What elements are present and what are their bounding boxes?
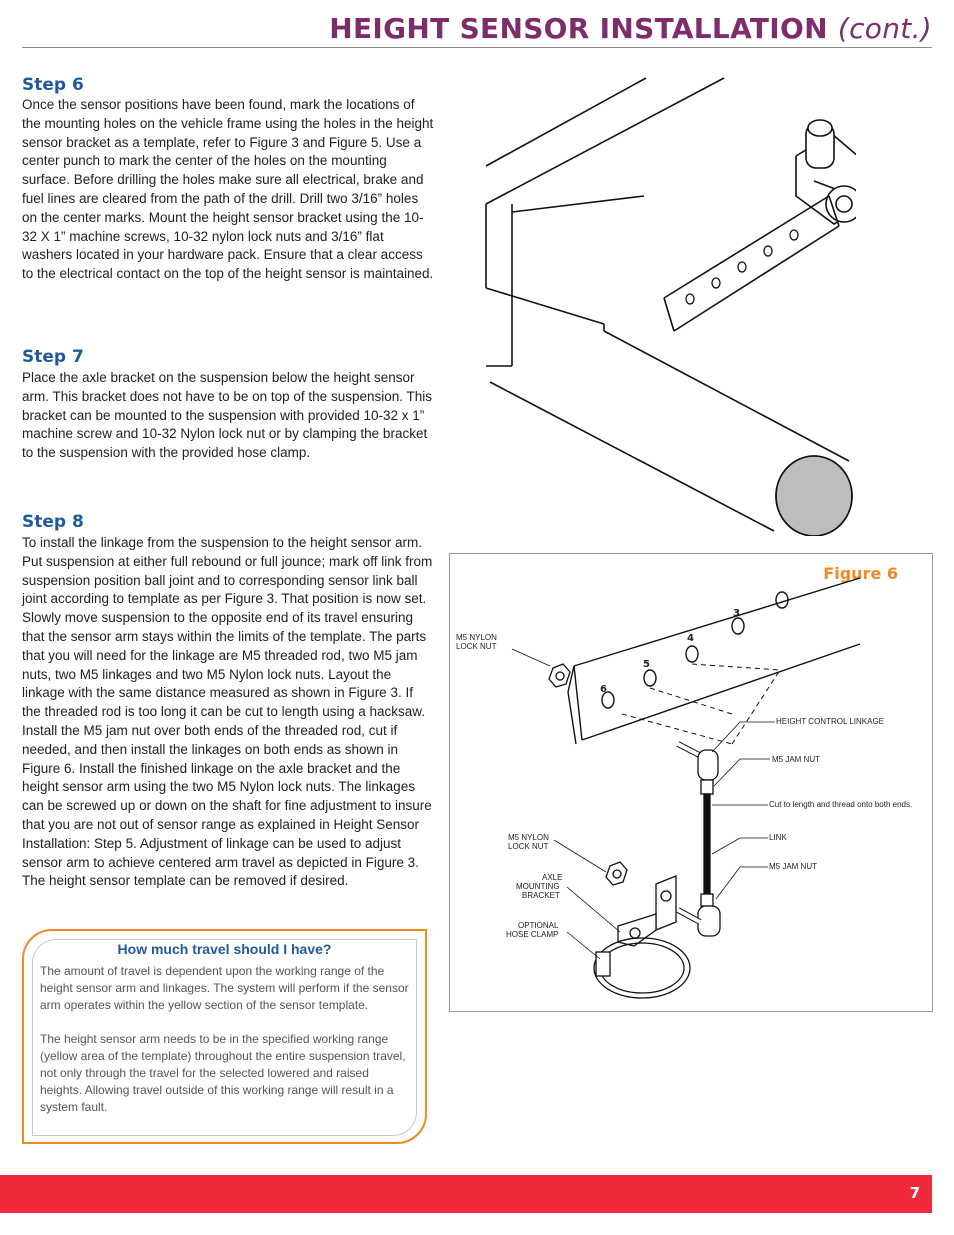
travel-info-callout — [22, 929, 427, 1144]
linkage-assembly-diagram — [450, 554, 934, 1013]
label-nylon-lock-nut-bottom-1: M5 NYLON — [508, 833, 549, 842]
label-axle-bracket-1: AXLE — [542, 873, 563, 882]
hole-number-6: 6 — [600, 684, 607, 695]
page-title — [329, 12, 932, 45]
step-8-text: To install the linkage from the suspension to the height sensor arm. Put suspension at either full rebound or full jounce; mark off link from suspension position ball joint and to corresponding sensor link ball joint according to template as per Figure 3. That position is now set. Slowly move suspension to the opposite end of its travel ensuring that the sensor arm stays within the limits of the template. The parts that you will need for the linkage are M5 threaded rod, two M5 jam nuts, two M5 linkages and two M5 Nylon lock nuts. Layout the linkage with the same distance measured as shown in Figure 3. If the threaded rod is too long it can be cut to length using a hacksaw. Install the M5 jam nut over both ends of the threaded rod, cut if needed, and then install the linkages on both ends as shown in Figure 6. Install the finished linkage on the axle bracket and the height sensor arm using the two M5 Nylon lock nuts. The linkages can be screwed up or down on the shaft for fine adjustment to insure that you are not out of sensor range as explained in Height Sensor Installation: Step 5. Adjustment of linkage can be used to adjust sensor arm to achieve centered arm travel as depicted in Figure 3. The height sensor template can be removed if desired. — [22, 535, 433, 889]
label-nylon-lock-nut-top-1: M5 NYLON — [456, 633, 497, 642]
label-link: LINK — [769, 833, 787, 842]
label-nylon-lock-nut-bottom-2: LOCK NUT — [508, 842, 549, 851]
step-7-heading: Step 7 — [22, 347, 84, 367]
figure-6-label: Figure 6 — [823, 564, 898, 583]
page-number: 7 — [909, 1184, 920, 1202]
step-6-heading: Step 6 — [22, 75, 84, 95]
hole-number-3: 3 — [733, 608, 740, 619]
label-axle-bracket-2: MOUNTING — [516, 882, 560, 891]
footer-bar — [0, 1175, 932, 1213]
page-title-main: HEIGHT SENSOR INSTALLATION — [329, 12, 828, 45]
label-height-control-linkage: HEIGHT CONTROL LINKAGE — [776, 717, 885, 726]
label-jam-nut-top: M5 JAM NUT — [772, 755, 820, 764]
label-cut-note: Cut to length and thread onto both ends. — [769, 800, 913, 809]
hole-number-4: 4 — [687, 633, 694, 644]
label-hose-clamp-2: HOSE CLAMP — [506, 930, 559, 939]
step-7-text: Place the axle bracket on the suspension below the height sensor arm. This bracket does not have to be on top of the suspension. This bracket can be mounted to the suspension with provided 10-32 x 1” machine screw and 10-32 Nylon lock nut or by clamping the bracket to the suspension with the provided hose clamp. — [22, 370, 432, 461]
label-axle-bracket-3: BRACKET — [522, 891, 560, 900]
label-jam-nut-bottom: M5 JAM NUT — [769, 862, 817, 871]
callout-title: How much travel should I have? — [117, 941, 332, 957]
figure-6-panel — [449, 553, 933, 1012]
header-rule — [22, 47, 932, 48]
callout-paragraph-1: The amount of travel is dependent upon the working range of the height sensor arm and linkages. The system will perform if the sensor arm operates within the yellow section of the sensor template. — [40, 964, 409, 1012]
hole-number-5: 5 — [643, 659, 650, 670]
page-title-suffix: (cont.) — [837, 12, 932, 45]
sensor-mounting-illustration — [484, 76, 856, 536]
step-6-text: Once the sensor positions have been found, mark the locations of the mounting holes on the vehicle frame using the holes in the height sensor bracket as a template, refer to Figure 3 and Figure 5. Use a center punch to mark the center of the holes on the mounting surface. Before drilling the holes make sure all electrical, brake and fuel lines are cleared from the path of the drill. Drill two 3/16” holes on the center marks. Mount the height sensor bracket using the 10-32 X 1” machine screws, 10-32 nylon lock nuts and 3/16” flat washers located in your hardware pack. Ensure that a clear access to the electrical contact on the top of the height sensor is maintained. — [22, 97, 434, 282]
label-nylon-lock-nut-top-2: LOCK NUT — [456, 642, 497, 651]
label-hose-clamp-1: OPTIONAL — [518, 921, 559, 930]
callout-paragraph-2: The height sensor arm needs to be in the specified working range (yellow area of the template) throughout the entire suspension travel, not only through the travel for the selected lowered and raised heights. Allowing travel outside of this working range will result in a system fault. — [40, 1032, 406, 1114]
step-8-heading: Step 8 — [22, 512, 84, 532]
